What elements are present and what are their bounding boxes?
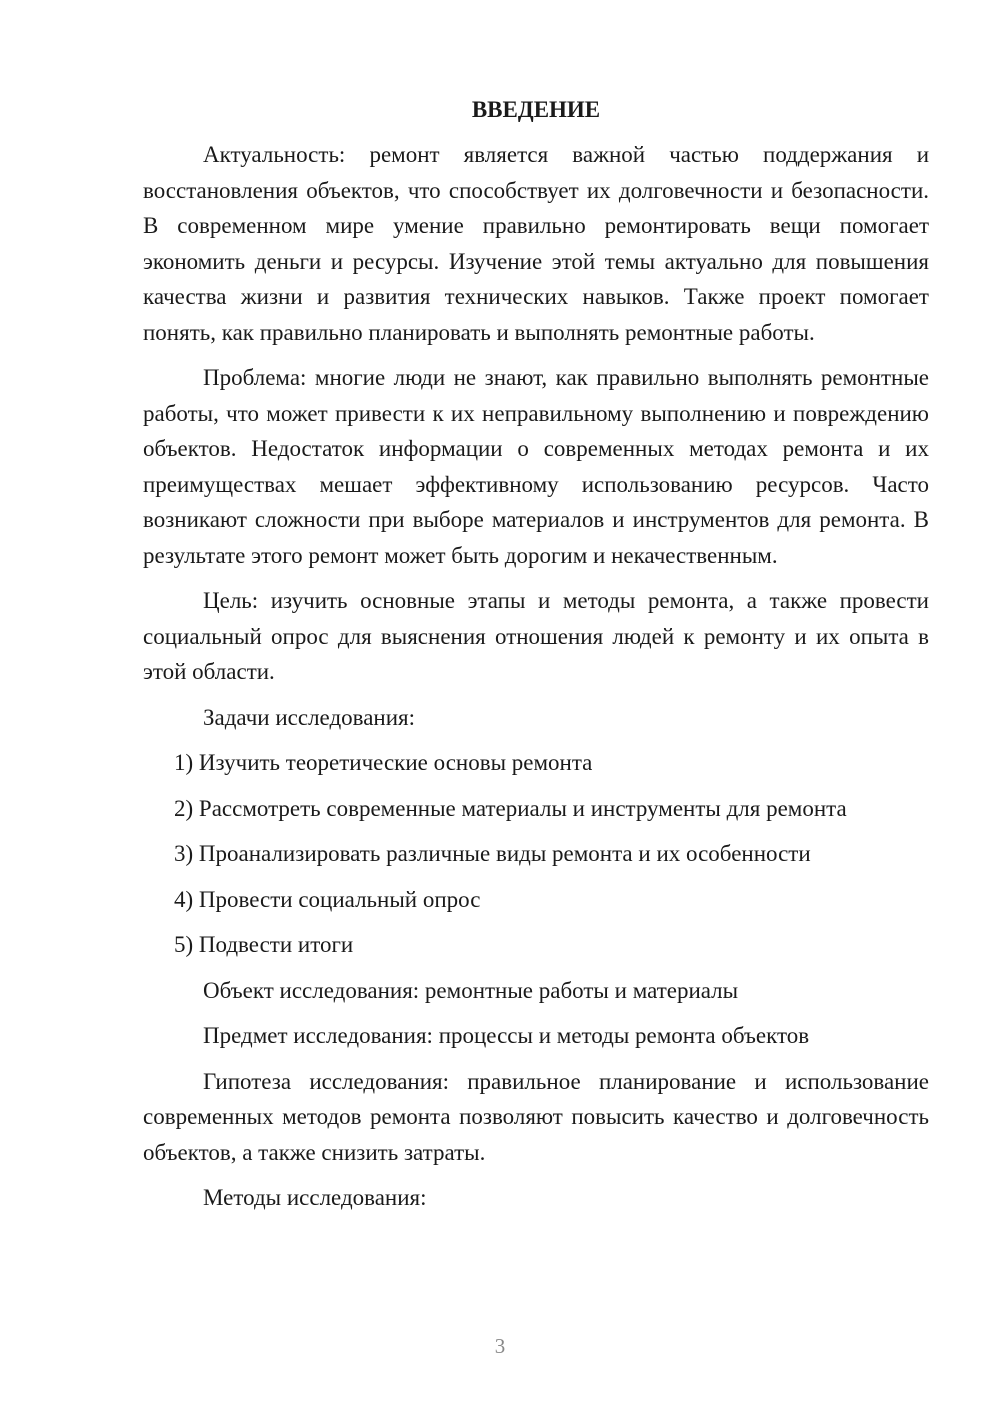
page-content — [143, 94, 929, 1226]
subject-line: Предмет исследования: процессы и методы ремонта объектов — [203, 1023, 810, 1048]
relevance-paragraph: Актуальность: ремонт является важной частью поддержания и восстановления объектов, что способствует их долговечности и безопасности. В современном мире умение правильно ремонтировать вещи помогает экономить деньги и ресурсы. Изучение этой темы актуально для повышения качества жизни и развития технических навыков. Также проект помогает понять, как правильно планировать и выполнять ремонтные работы. — [143, 142, 929, 345]
task-item: 5) Подвести итоги — [174, 932, 354, 957]
tasks-list — [143, 745, 929, 963]
task-item: 2) Рассмотреть современные материалы и инструменты для ремонта — [174, 795, 847, 821]
page-title: ВВЕДЕНИЕ — [471, 97, 601, 122]
task-item: 3) Проанализировать различные виды ремонта и их особенности — [174, 841, 811, 866]
task-item: 1) Изучить теоретические основы ремонта — [174, 750, 593, 775]
goal-paragraph: Цель: изучить основные этапы и методы ремонта, а также провести социальный опрос для выяснения отношения людей к ремонту и их опыта в этой области. — [143, 588, 929, 684]
hypothesis-paragraph: Гипотеза исследования: правильное планирование и использование современных методов ремонта позволяют повысить качество и долговечность объектов, а также снизить затраты. — [143, 1068, 929, 1165]
tasks-heading: Задачи исследования: — [203, 704, 416, 730]
methods-line: Методы исследования: — [203, 1185, 427, 1210]
task-item: 4) Провести социальный опрос — [174, 886, 481, 912]
problem-paragraph: Проблема: многие люди не знают, как правильно выполнять ремонтные работы, что может привести к их неправильному выполнению и повреждению объектов. Недостаток информации о современных методах ремонта и их преимуществах мешает эффективному использованию ресурсов. Часто возникают сложности при выборе материалов и инструментов для ремонта. В результате этого ремонт может быть дорогим и некачественным. — [143, 365, 929, 568]
object-line: Объект исследования: ремонтные работы и материалы — [203, 977, 739, 1003]
page-number: 3 — [494, 1334, 506, 1358]
